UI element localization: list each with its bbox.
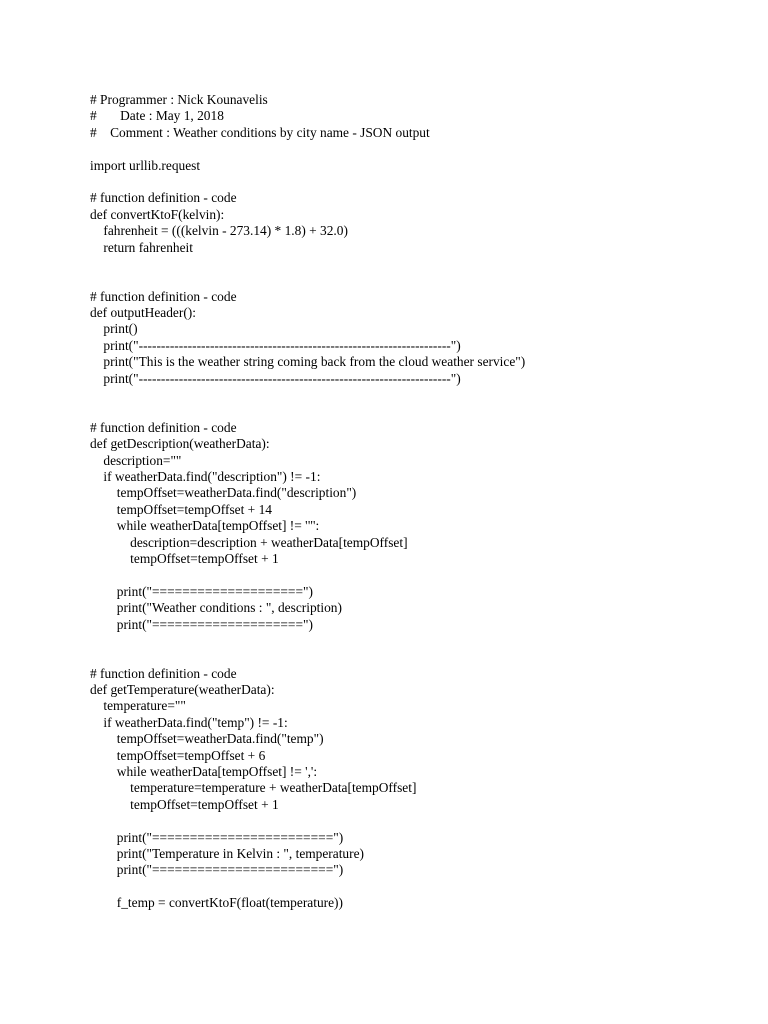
- code-line: # Comment : Weather conditions by city name - JSON output: [90, 124, 430, 140]
- code-line: tempOffset=tempOffset + 1: [90, 796, 279, 812]
- code-line: f_temp = convertKtoF(float(temperature)): [90, 895, 343, 911]
- code-line: tempOffset=tempOffset + 6: [90, 747, 266, 763]
- code-line: [90, 174, 750, 190]
- code-line: print("Weather conditions : ", description): [90, 600, 342, 616]
- code-line: print("========================"): [90, 862, 344, 878]
- code-line: if weatherData.find("description") != -1:: [90, 468, 321, 484]
- code-line: [90, 403, 750, 419]
- code-line: tempOffset=tempOffset + 1: [90, 550, 279, 566]
- code-line: def getDescription(weatherData):: [90, 436, 270, 452]
- code-line: [90, 567, 750, 583]
- code-line: [90, 272, 750, 288]
- code-line: print(): [90, 321, 138, 337]
- code-line: print("----------------------------------------------------------------------"): [90, 370, 461, 386]
- code-line: def outputHeader():: [90, 305, 196, 321]
- code-line: import urllib.request: [90, 157, 201, 173]
- code-line: temperature=temperature + weatherData[tempOffset]: [90, 780, 417, 796]
- code-line: # function definition - code: [90, 190, 237, 206]
- code-line: print("This is the weather string coming back from the cloud weather service"): [90, 354, 526, 370]
- code-line: [90, 649, 750, 665]
- code-line: while weatherData[tempOffset] != ',':: [90, 764, 318, 780]
- code-line: tempOffset=weatherData.find("temp"): [90, 731, 324, 747]
- code-line: print("========================"): [90, 829, 344, 845]
- code-listing: [90, 92, 750, 912]
- code-line: # function definition - code: [90, 288, 237, 304]
- code-line: [90, 256, 750, 272]
- code-line: print("===================="): [90, 616, 313, 632]
- code-line: def convertKtoF(kelvin):: [90, 206, 225, 222]
- code-line: tempOffset=tempOffset + 14: [90, 501, 272, 517]
- code-line: tempOffset=weatherData.find("description"): [90, 485, 357, 501]
- code-line: while weatherData[tempOffset] != '"':: [90, 518, 320, 534]
- code-line: temperature="": [90, 698, 186, 714]
- code-line: if weatherData.find("temp") != -1:: [90, 714, 288, 730]
- code-line: def getTemperature(weatherData):: [90, 682, 275, 698]
- code-line: print("Temperature in Kelvin : ", temperature): [90, 845, 364, 861]
- code-line: description="": [90, 452, 182, 468]
- code-line: # function definition - code: [90, 419, 237, 435]
- code-line: [90, 879, 750, 895]
- code-line: print("----------------------------------------------------------------------"): [90, 337, 461, 353]
- code-line: # Programmer : Nick Kounavelis: [90, 92, 268, 107]
- code-line: return fahrenheit: [90, 239, 193, 255]
- code-line: [90, 141, 750, 157]
- code-line: # Date : May 1, 2018: [90, 108, 224, 124]
- code-line: [90, 387, 750, 403]
- code-line: fahrenheit = (((kelvin - 273.14) * 1.8) + 32.0): [90, 223, 348, 239]
- code-line: description=description + weatherData[tempOffset]: [90, 534, 408, 550]
- code-line: [90, 633, 750, 649]
- code-line: # function definition - code: [90, 665, 237, 681]
- code-line: [90, 813, 750, 829]
- code-line: print("===================="): [90, 583, 313, 599]
